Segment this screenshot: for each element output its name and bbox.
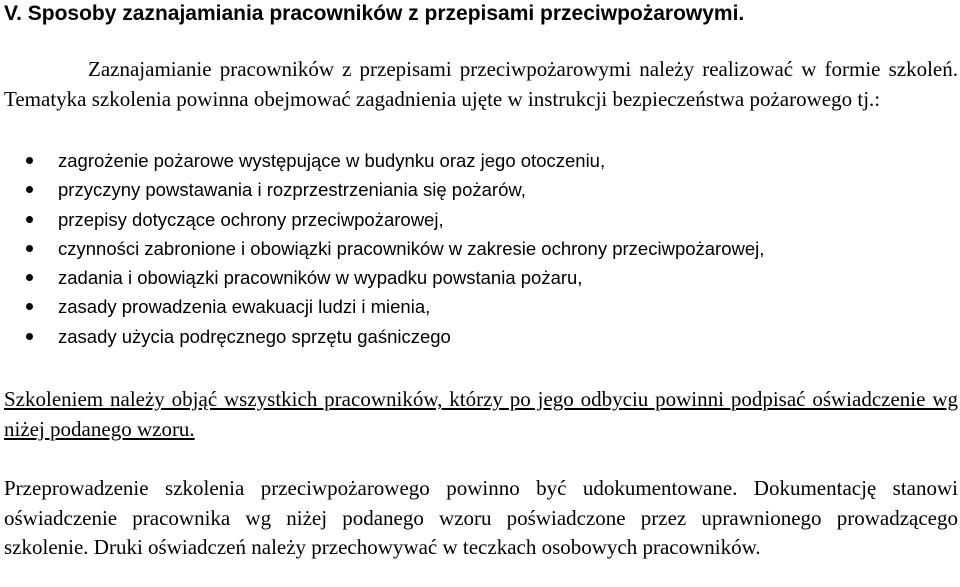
intro-paragraph: Zaznajamianie pracowników z przepisami przeciwpożarowymi należy realizować w formie szkoleń. Tematyka szkolenia powinna obejmować zagadnienia ujęte w instrukcji bezpieczeństwa pożarowego tj.: <box>4 57 958 111</box>
bullet-icon <box>26 157 33 164</box>
list-item-text: przyczyny powstawania i rozprzestrzeniania się pożarów, <box>58 179 526 201</box>
bullet-icon <box>26 245 33 252</box>
list-item-text: przepisy dotyczące ochrony przeciwpożarowej, <box>58 208 444 230</box>
document-page <box>4 0 958 563</box>
list-item <box>4 205 958 234</box>
bullet-icon <box>26 216 33 223</box>
list-item-text: zagrożenie pożarowe występujące w budynku oraz jego otoczeniu, <box>58 150 606 171</box>
list-item-text: zadania i obowiązki pracowników w wypadku powstania pożaru, <box>58 267 583 289</box>
list-item-text: czynności zabronione i obowiązki pracowników w zakresie ochrony przeciwpożarowej, <box>58 237 765 259</box>
section-heading: V. Sposoby zaznajamiania pracowników z przepisami przeciwpożarowymi. <box>4 2 745 25</box>
list-item <box>4 146 958 175</box>
training-topics-list <box>4 146 958 351</box>
requirement-paragraph: Szkoleniem należy objąć wszystkich pracowników, którzy po jego odbyciu powinni podpisać oświadczenie wg niżej podanego wzoru. <box>4 387 958 441</box>
list-item-text: zasady użycia podręcznego sprzętu gaśniczego <box>58 325 451 347</box>
list-item <box>4 234 958 263</box>
bullet-icon <box>26 274 33 281</box>
list-item <box>4 292 958 321</box>
bullet-icon <box>26 303 33 310</box>
documentation-paragraph: Przeprowadzenie szkolenia przeciwpożarowego powinno być udokumentowane. Dokumentację stanowi oświadczenie pracownika wg niżej podanego wzoru poświadczone przez uprawnionego prowadzącego szkolenie. Druki oświadczeń należy przechowywać w teczkach osobowych pracowników. <box>4 476 958 560</box>
list-item <box>4 263 958 292</box>
list-item-text: zasady prowadzenia ewakuacji ludzi i mienia, <box>58 296 431 318</box>
bullet-icon <box>26 333 33 340</box>
list-item <box>4 175 958 204</box>
list-item <box>4 322 958 351</box>
bullet-icon <box>26 186 33 193</box>
